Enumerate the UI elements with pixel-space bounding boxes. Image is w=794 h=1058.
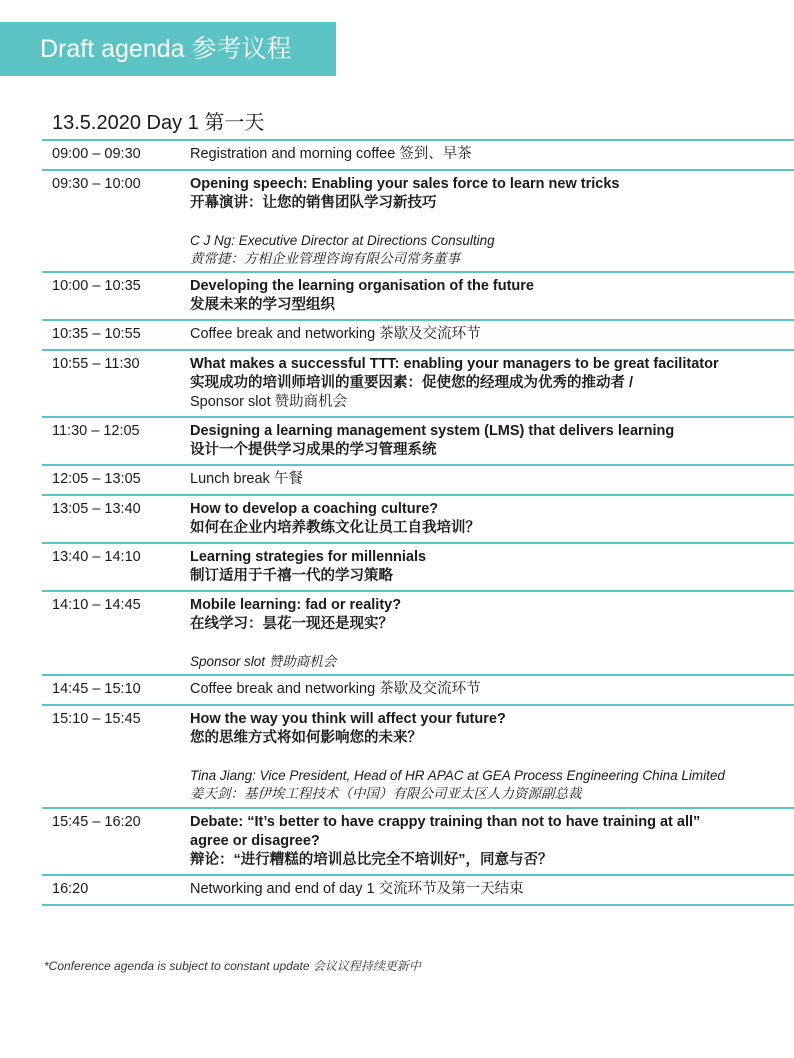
- agenda-row: [42, 544, 794, 592]
- agenda-row: [42, 351, 794, 418]
- sponsor-slot: Sponsor slot 赞助商机会: [190, 394, 348, 410]
- agenda-row: [42, 418, 794, 466]
- speaker-cn: 黄常捷：方相企业管理咨询有限公司常务董事: [190, 251, 460, 266]
- session-title-cn: 实现成功的培训师培训的重要因素：促使您的经理成为优秀的推动者 /: [190, 375, 634, 391]
- session-title-en: Learning strategies for millennials: [190, 549, 427, 565]
- agenda-time: 13:05 – 13:40: [52, 501, 141, 517]
- agenda-time: 15:10 – 15:45: [52, 711, 141, 727]
- speaker-en: C J Ng: Executive Director at Directions Consulting: [190, 233, 495, 248]
- agenda-time: 15:45 – 16:20: [52, 814, 141, 830]
- session-title-en: How the way you think will affect your future?: [190, 711, 506, 727]
- agenda-row: [42, 706, 794, 809]
- speaker-en: Tina Jiang: Vice President, Head of HR APAC at GEA Process Engineering China Limited: [190, 768, 725, 783]
- session-title-cn: 开幕演讲：让您的销售团队学习新技巧: [190, 195, 437, 211]
- session-title-cn: 制订适用于千禧一代的学习策略: [190, 568, 393, 584]
- session-title-en: Developing the learning organisation of the future: [190, 278, 534, 294]
- session-title-en: Designing a learning management system (LMS) that delivers learning: [190, 423, 675, 439]
- session-title-en-cont: agree or disagree?: [190, 833, 320, 849]
- agenda-time: 10:00 – 10:35: [52, 278, 141, 294]
- session-title-cn: 您的思维方式将如何影响您的未来？: [190, 730, 422, 746]
- agenda-time: 09:30 – 10:00: [52, 176, 141, 192]
- session-title-cn: 在线学习：昙花一现还是现实？: [190, 616, 393, 632]
- session-title-en: What makes a successful TTT: enabling your managers to be great facilitator: [190, 356, 719, 372]
- session-title-en: Mobile learning: fad or reality?: [190, 597, 402, 613]
- agenda-time: 09:00 – 09:30: [52, 146, 141, 162]
- agenda-row: [42, 466, 794, 496]
- agenda-item: Coffee break and networking 茶歇及交流环节: [190, 326, 481, 342]
- session-title-cn: 设计一个提供学习成果的学习管理系统: [190, 442, 437, 458]
- agenda-row: [42, 676, 794, 706]
- session-title-cn: 辩论：“进行糟糕的培训总比完全不培训好”，同意与否？: [190, 852, 553, 868]
- session-title-en: Debate: “It’s better to have crappy training than not to have training at all”: [190, 814, 701, 830]
- page-title: Draft agenda 参考议程: [40, 35, 292, 63]
- agenda-time: 10:35 – 10:55: [52, 326, 141, 342]
- session-title-cn: 发展未来的学习型组织: [190, 297, 335, 313]
- agenda-time: 13:40 – 14:10: [52, 549, 141, 565]
- footer-note: *Conference agenda is subject to constant update 会议议程持续更新中: [44, 959, 421, 973]
- agenda-time: 14:45 – 15:10: [52, 681, 141, 697]
- agenda-time: 14:10 – 14:45: [52, 597, 141, 613]
- agenda-time: 11:30 – 12:05: [52, 423, 140, 439]
- agenda-time: 12:05 – 13:05: [52, 471, 141, 487]
- agenda-row: [42, 141, 794, 171]
- session-title-en: How to develop a coaching culture?: [190, 501, 439, 517]
- session-title-en: Opening speech: Enabling your sales force to learn new tricks: [190, 176, 620, 192]
- agenda-row: [42, 809, 794, 876]
- speaker-cn: 姜天剑：基伊埃工程技术（中国）有限公司亚太区人力资源副总裁: [190, 786, 582, 801]
- agenda-row: [42, 496, 794, 544]
- agenda-row: [42, 876, 794, 906]
- sponsor-slot: Sponsor slot 赞助商机会: [190, 654, 337, 669]
- day-heading: 13.5.2020 Day 1 第一天: [52, 112, 265, 134]
- agenda-row: [42, 592, 794, 676]
- agenda-item: Lunch break 午餐: [190, 471, 303, 487]
- agenda-time: 10:55 – 11:30: [52, 356, 140, 372]
- session-title-cn: 如何在企业内培养教练文化让员工自我培训？: [190, 520, 480, 536]
- agenda-item: Networking and end of day 1 交流环节及第一天结束: [190, 881, 524, 897]
- agenda-time: 16:20: [52, 881, 89, 897]
- agenda-table: [42, 139, 794, 906]
- agenda-row: [42, 171, 794, 273]
- agenda-item: Coffee break and networking 茶歇及交流环节: [190, 681, 481, 697]
- page-title-banner: [0, 22, 336, 76]
- agenda-row: [42, 321, 794, 351]
- agenda-row: [42, 273, 794, 321]
- agenda-item: Registration and morning coffee 签到、早茶: [190, 146, 472, 162]
